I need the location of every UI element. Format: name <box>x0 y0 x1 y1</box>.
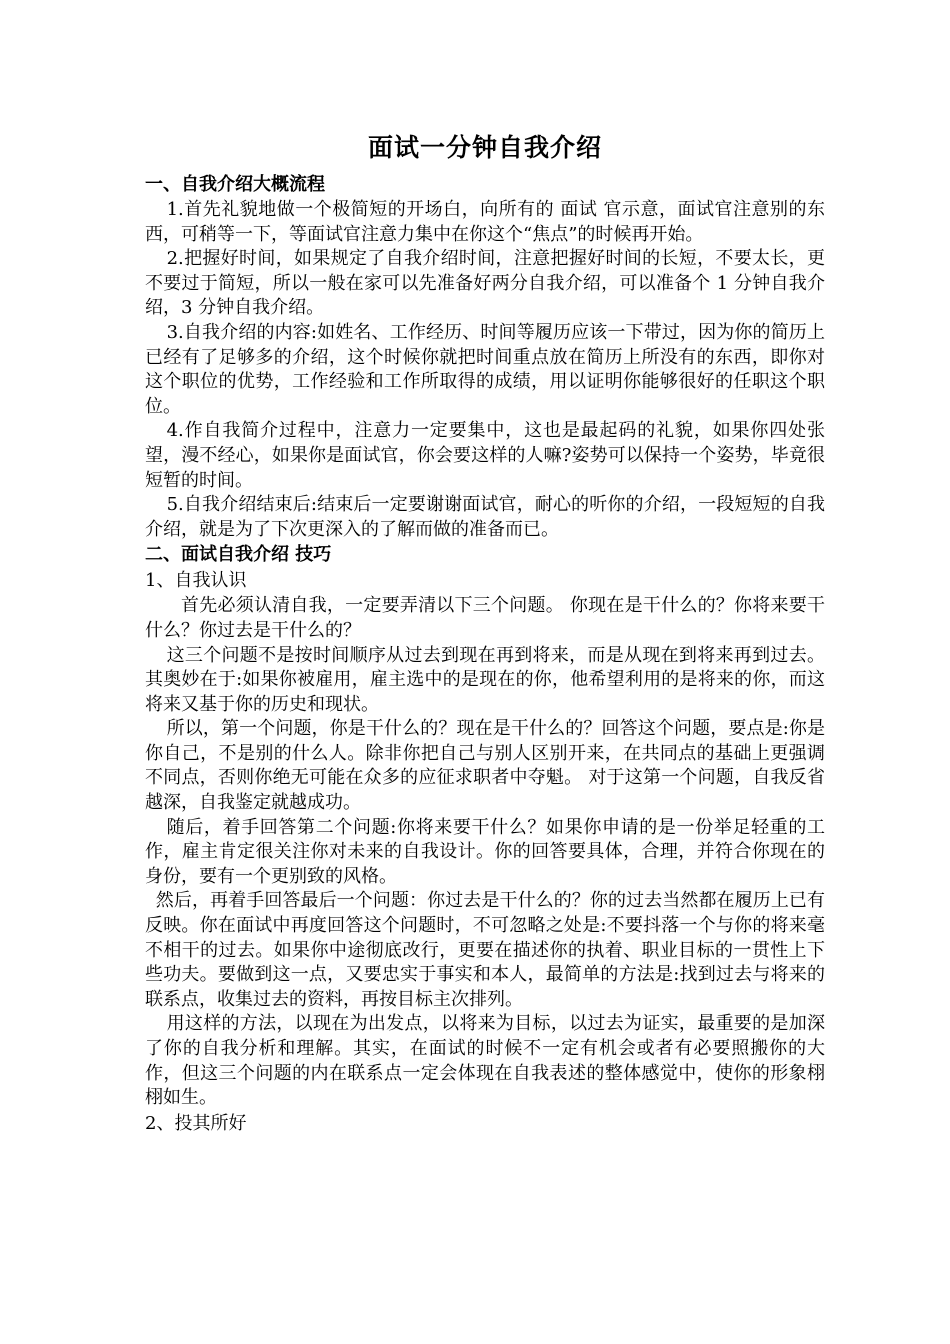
flow-item-3: 3.自我介绍的内容:如姓名、工作经历、时间等履历应该一下带过，因为你的简历上已经有了足够多的介绍，这个时候你就把时间重点放在简历上所没有的东西，即你对这个职位的优势，工作经验和工作所取得的成绩，用以证明你能够很好的任职这个职位。 <box>145 321 825 417</box>
tips-paragraph-6: 用这样的方法，以现在为出发点，以将来为目标，以过去为证实，最重要的是加深了你的自我分析和理解。其实，在面试的时候不一定有机会或者有必要照搬你的大作，但这三个问题的内在联系点一定会体现在自我表述的整体感觉中，使你的形象栩栩如生。 <box>145 1013 825 1109</box>
tips-paragraph-1: 首先必须认清自我，一定要弄清以下三个问题。 你现在是干什么的？你将来要干什么？你过去是干什么的？ <box>145 595 825 641</box>
subheading-self-knowledge: 1、自我认识 <box>145 570 247 592</box>
flow-item-4: 4.作自我简介过程中，注意力一定要集中，这也是最起码的礼貌，如果你四处张望，漫不经心，如果你是面试官，你会要这样的人嘛?姿势可以保持一个姿势，毕竟很短暂的时间。 <box>145 420 825 491</box>
tips-paragraph-2: 这三个问题不是按时间顺序从过去到现在再到将来，而是从现在到将来再到过去。其奥妙在于:如果你被雇用，雇主选中的是现在的你，他希望利用的是将来的你，而这将来又基于你的历史和现状。 <box>145 644 825 715</box>
tips-paragraph-5: 然后，再着手回答最后一个问题：你过去是干什么的？你的过去当然都在履历上已有反映。你在面试中再度回答这个问题时，不可忽略之处是:不要抖落一个与你的将来毫不相干的过去。如果你中途彻底改行，更要在描述你的执着、职业目标的一贯性上下些功夫。要做到这一点，又要忠实于事实和本人，最简单的方法是:找到过去与将来的联系点，收集过去的资料，再按目标主次排列。 <box>145 890 825 1010</box>
document-page <box>145 128 825 1137</box>
flow-item-5: 5.自我介绍结束后:结束后一定要谢谢面试官，耐心的听你的介绍，一段短短的自我介绍，就是为了下次更深入的了解而做的准备而已。 <box>145 494 825 540</box>
subheading-cater: 2、投其所好 <box>145 1112 247 1134</box>
section-heading-flow: 一、自我介绍大概流程 <box>145 174 325 195</box>
section-heading-tips: 二、面试自我介绍 技巧 <box>145 544 332 566</box>
tips-paragraph-4: 随后，着手回答第二个问题:你将来要干什么？如果你申请的是一份举足轻重的工作，雇主肯定很关注你对未来的自我设计。你的回答要具体，合理，并符合你现在的身份，要有一个更别致的风格。 <box>145 816 825 887</box>
page-title: 面试一分钟自我介绍 <box>367 133 602 162</box>
flow-item-1: 1.首先礼貌地做一个极简短的开场白，向所有的 面试 官示意，面试官注意别的东西，可稍等一下，等面试官注意力集中在你这个“焦点”的时候再开始。 <box>145 199 825 245</box>
flow-item-2: 2.把握好时间，如果规定了自我介绍时间，注意把握好时间的长短，不要太长，更不要过于简短，所以一般在家可以先准备好两分自我介绍，可以准备个 1 分钟自我介绍，3 分钟自我介绍。 <box>145 248 825 319</box>
tips-paragraph-3: 所以，第一个问题，你是干什么的？现在是干什么的？回答这个问题，要点是:你是你自己，不是别的什么人。除非你把自己与别人区别开来，在共同点的基础上更强调不同点，否则你绝无可能在众多的应征求职者中夺魁。 对于这第一个问题，自我反省越深，自我鉴定就越成功。 <box>145 718 825 814</box>
